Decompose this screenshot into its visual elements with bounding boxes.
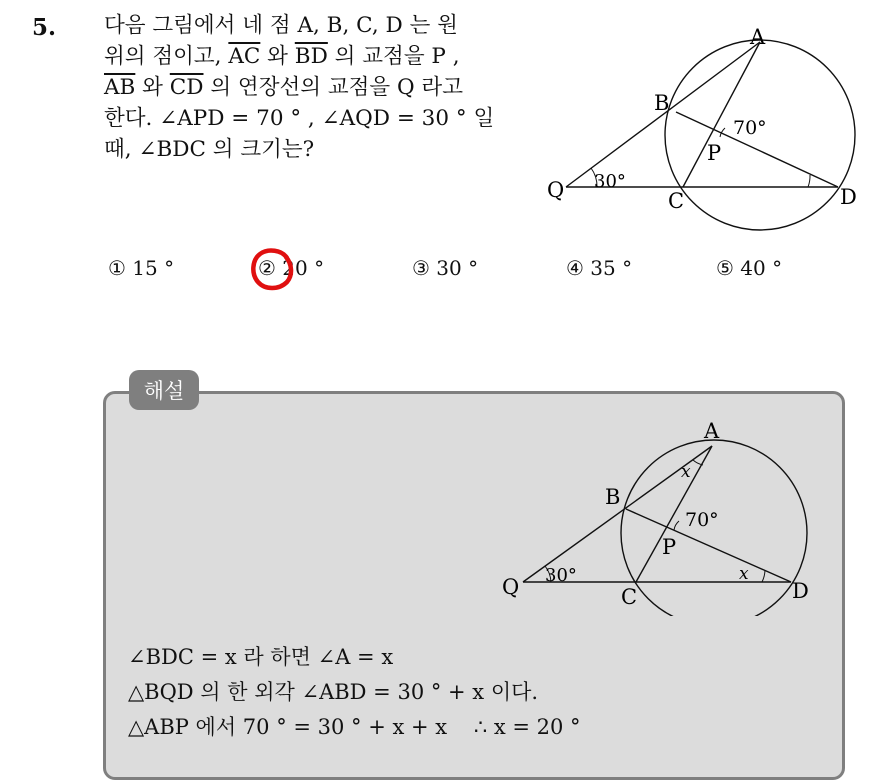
sol-angle-q-label: 30° <box>545 565 577 586</box>
label-c: C <box>668 189 685 213</box>
sol-angle-d-arc <box>762 570 765 582</box>
sol-label-a: A <box>704 419 720 443</box>
sol-angle-p-label: 70° <box>685 509 719 531</box>
question-number: 5. <box>32 14 57 41</box>
chord-ac <box>683 42 760 187</box>
sol-label-c: C <box>621 585 638 609</box>
choice-4[interactable]: ④ 35 ° <box>566 256 633 280</box>
question-line-1: 다음 그림에서 네 점 A, B, C, D 는 원 <box>104 13 458 38</box>
angle-p-label: 70° <box>733 117 767 139</box>
solution-line-1: ∠BDC = x 라 하면 ∠A = x <box>128 645 394 669</box>
sol-angle-a-label: x <box>681 462 691 482</box>
mark-stroke <box>253 251 291 288</box>
question-line-2: 위의 점이고, $\overline{AC}$ 와 $\overline{BD}$ 의 교점을 P , <box>104 44 460 69</box>
sol-angle-a-arc <box>693 460 703 465</box>
label-q: Q <box>547 178 565 202</box>
segment-cd: $\overline{CD}$ <box>169 75 204 100</box>
question-line-4: 한다. ∠APD = 70 ° , ∠AQD = 30 ° 일 <box>104 106 495 131</box>
sol-label-q: Q <box>502 575 520 599</box>
segment-ac: $\overline{AC}$ <box>228 44 261 69</box>
sol-label-b: B <box>605 485 621 509</box>
angle-d-arc <box>808 175 810 187</box>
label-p: P <box>707 141 722 165</box>
segment-bd: $\overline{BD}$ <box>294 44 328 69</box>
sol-label-d: D <box>792 579 809 603</box>
solution-line-2: △BQD 의 한 외각 ∠ABD = 30 ° + x 이다. <box>128 680 539 704</box>
sol-label-p: P <box>662 535 677 559</box>
choice-3[interactable]: ③ 30 ° <box>412 256 479 280</box>
question-line-3: $\overline{AB}$ 와 $\overline{CD}$ 의 연장선의 교점을 Q 라고 <box>104 75 463 100</box>
question-text <box>104 10 534 165</box>
answer-choices <box>108 256 828 290</box>
solution-diagram <box>497 416 827 616</box>
label-a: A <box>750 25 766 49</box>
question-line-5: 때, ∠BDC 의 크기는? <box>104 137 315 162</box>
solution-tag: 해설 <box>129 370 199 410</box>
choice-1[interactable]: ① 15 ° <box>108 256 175 280</box>
sol-angle-d-label: x <box>739 564 749 584</box>
label-d: D <box>840 185 857 209</box>
label-b: B <box>654 91 670 115</box>
sol-angle-p-arc <box>674 521 679 530</box>
choice-2[interactable]: ② 20 ° <box>258 256 325 280</box>
solution-text <box>128 640 581 745</box>
answer-circle-mark <box>246 244 302 296</box>
solution-line-3: △ABP 에서 70 ° = 30 ° + x + x ∴ x = 20 ° <box>128 715 581 739</box>
choice-5[interactable]: ⑤ 40 ° <box>716 256 783 280</box>
angle-q-label: 30° <box>594 171 626 192</box>
problem-diagram <box>540 18 870 248</box>
segment-ab: $\overline{AB}$ <box>104 75 136 100</box>
